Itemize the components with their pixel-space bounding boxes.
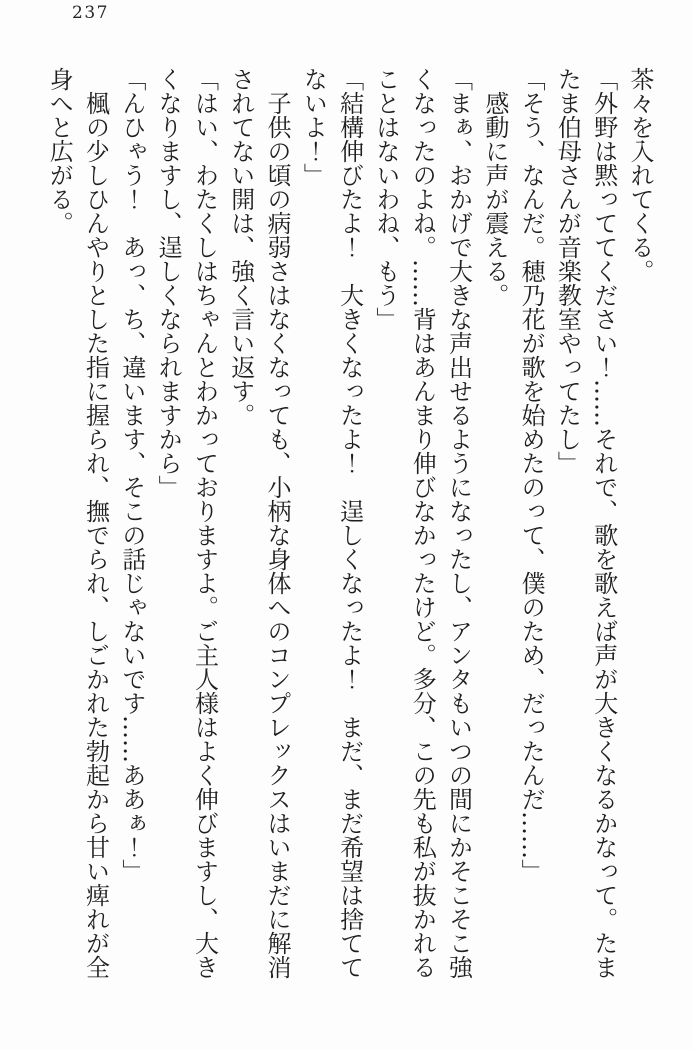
text-line: 楓の少しひんやりとした指に握られ、撫でられ、しごかれた勃起から甘い痺れが全 — [81, 91, 110, 979]
text-line: 子供の頃の病弱さはなくなっても、小柄な身体へのコンプレックスはいまだに解消 — [263, 91, 292, 979]
text-line: 「はい、わたくしはちゃんとわかっておりますよ。ご主人様はよく伸びますし、大き — [190, 67, 219, 979]
text-line: 茶々を入れてくる。 — [626, 67, 654, 283]
text-block — [41, 67, 658, 979]
text-line: 感動に声が震える。 — [480, 91, 509, 307]
text-line: くなったのよね。……背はあんまり伸びなかったけど。多分、この先も私が抜かれる — [408, 67, 437, 979]
text-line: 「んひゃう！ あっ、ち、違います、そこの話じゃないです……ああぁ！」 — [117, 67, 146, 883]
text-line: 「そう、なんだ。穂乃花が歌を始めたのって、僕のため、だったんだ……」 — [517, 67, 546, 883]
text-line: 身へと広がる。 — [45, 67, 74, 235]
page-number: 237 — [72, 3, 109, 23]
text-line: たま伯母さんが音楽教室やってたし」 — [553, 67, 582, 475]
text-line: 「外野は黙っててください！……それで、歌を歌えば声が大きくなるかなって。たま — [589, 67, 618, 979]
text-line: 「まぁ、おかげで大きな声出せるようになったし、アンタもいつの間にかそこそこ強 — [444, 67, 473, 979]
text-line: ことはないわね、もう」 — [371, 67, 400, 331]
text-line: くなりますし、逞しくなられますから」 — [154, 67, 183, 499]
text-line: 「結構伸びたよ！ 大きくなったよ！ 逞しくなったよ！ まだ、まだ希望は捨てて — [335, 67, 364, 979]
text-line: されてない開は、強く言い返す。 — [226, 67, 255, 427]
text-line: ないよ！」 — [299, 67, 328, 187]
